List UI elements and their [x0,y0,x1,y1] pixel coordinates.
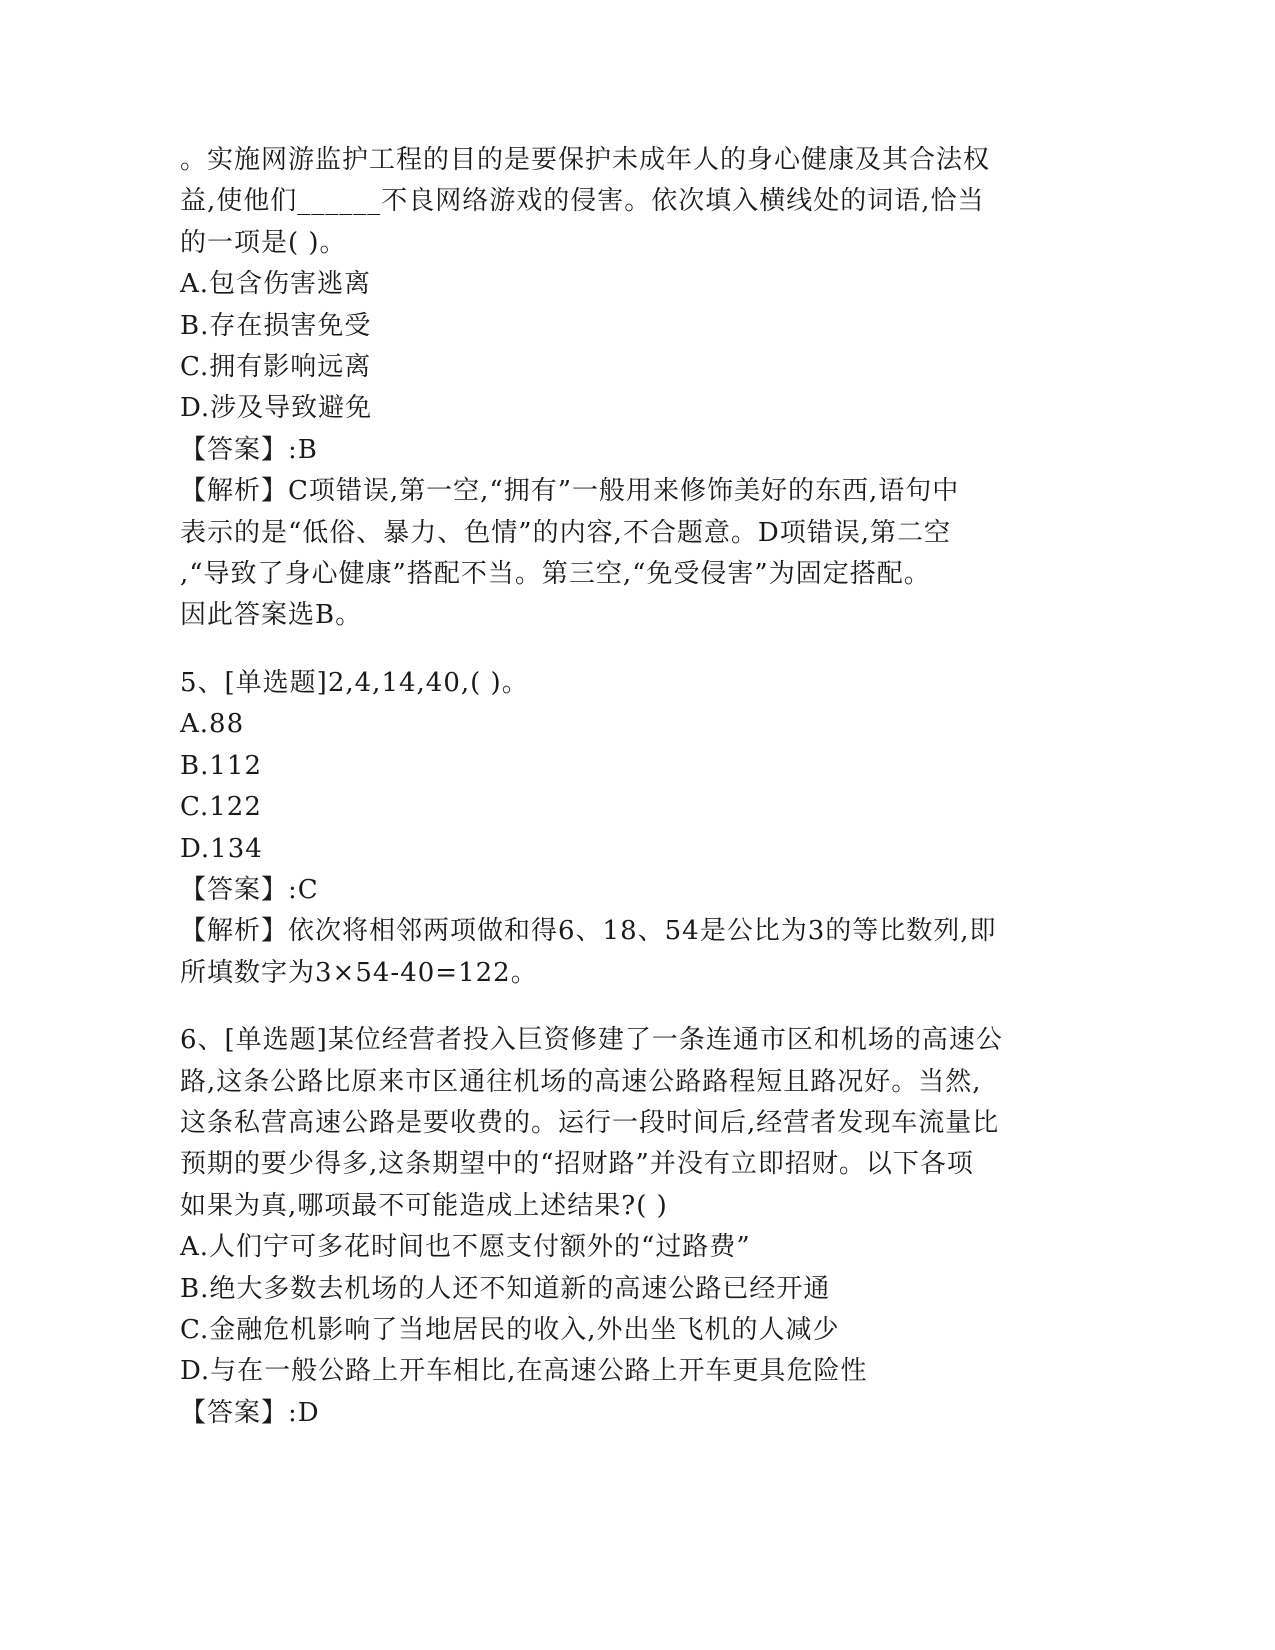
question-stem-line: 的一项是( )。 [180,227,347,258]
analysis-line: 表示的是“低俗、暴力、色情”的内容,不合题意。D项错误,第二空 [180,517,951,548]
option-c: C.拥有影响远离 [180,352,372,383]
document-page [180,140,1040,1434]
question-stem-line: 。实施网游监护工程的目的是要保护未成年人的身心健康及其合法权 [180,145,991,175]
option-d: D.涉及导致避免 [180,393,373,424]
option-a: A.包含伤害逃离 [180,269,372,300]
analysis-line: 因此答案选B。 [180,600,363,631]
question-stem-line: 路,这条公路比原来市区通往机场的高速公路路程短且路况好。当然, [180,1066,982,1097]
option-b: B.存在损害免受 [180,310,372,341]
question-gap [180,637,1040,663]
question-stem-line: 6、[单选题]某位经营者投入巨资修建了一条连通市区和机场的高速公 [180,1025,1003,1056]
question-stem-line: 益,使他们______不良网络游戏的侵害。依次填入横线处的词语,恰当 [180,186,985,217]
question-stem-line: 这条私营高速公路是要收费的。运行一段时间后,经营者发现车流量比 [180,1107,1000,1138]
question-5 [180,663,1040,994]
question-stem-line: 如果为真,哪项最不可能造成上述结果?( ) [180,1190,668,1221]
question-stem-line: 预期的要少得多,这条期望中的“招财路”并没有立即招财。以下各项 [180,1149,974,1180]
analysis-line: 所填数字为3×54-40=122。 [180,957,538,988]
analysis-line: 【解析】依次将相邻两项做和得6、18、54是公比为3的等比数列,即 [180,916,997,947]
answer-line: 【答案】:C [180,874,319,905]
question-4 [180,140,1040,637]
option-c: C.金融危机影响了当地居民的收入,外出坐飞机的人减少 [180,1314,840,1345]
question-6 [180,1020,1040,1434]
option-d: D.134 [180,833,263,864]
option-b: B.绝大多数去机场的人还不知道新的高速公路已经开通 [180,1273,831,1304]
option-c: C.122 [180,792,262,823]
answer-line: 【答案】:D [180,1397,320,1428]
option-d: D.与在一般公路上开车相比,在高速公路上开车更具危险性 [180,1356,868,1387]
analysis-line: ,“导致了身心健康”搭配不当。第三空,“免受侵害”为固定搭配。 [180,559,931,590]
option-a: A.人们宁可多花时间也不愿支付额外的“过路费” [180,1232,751,1263]
analysis-line: 【解析】C项错误,第一空,“拥有”一般用来修饰美好的东西,语句中 [180,476,960,507]
option-a: A.88 [180,709,245,740]
question-stem-line: 5、[单选题]2,4,14,40,( )。 [180,667,529,698]
answer-line: 【答案】:B [180,434,318,465]
option-b: B.112 [180,750,262,781]
question-gap [180,994,1040,1020]
